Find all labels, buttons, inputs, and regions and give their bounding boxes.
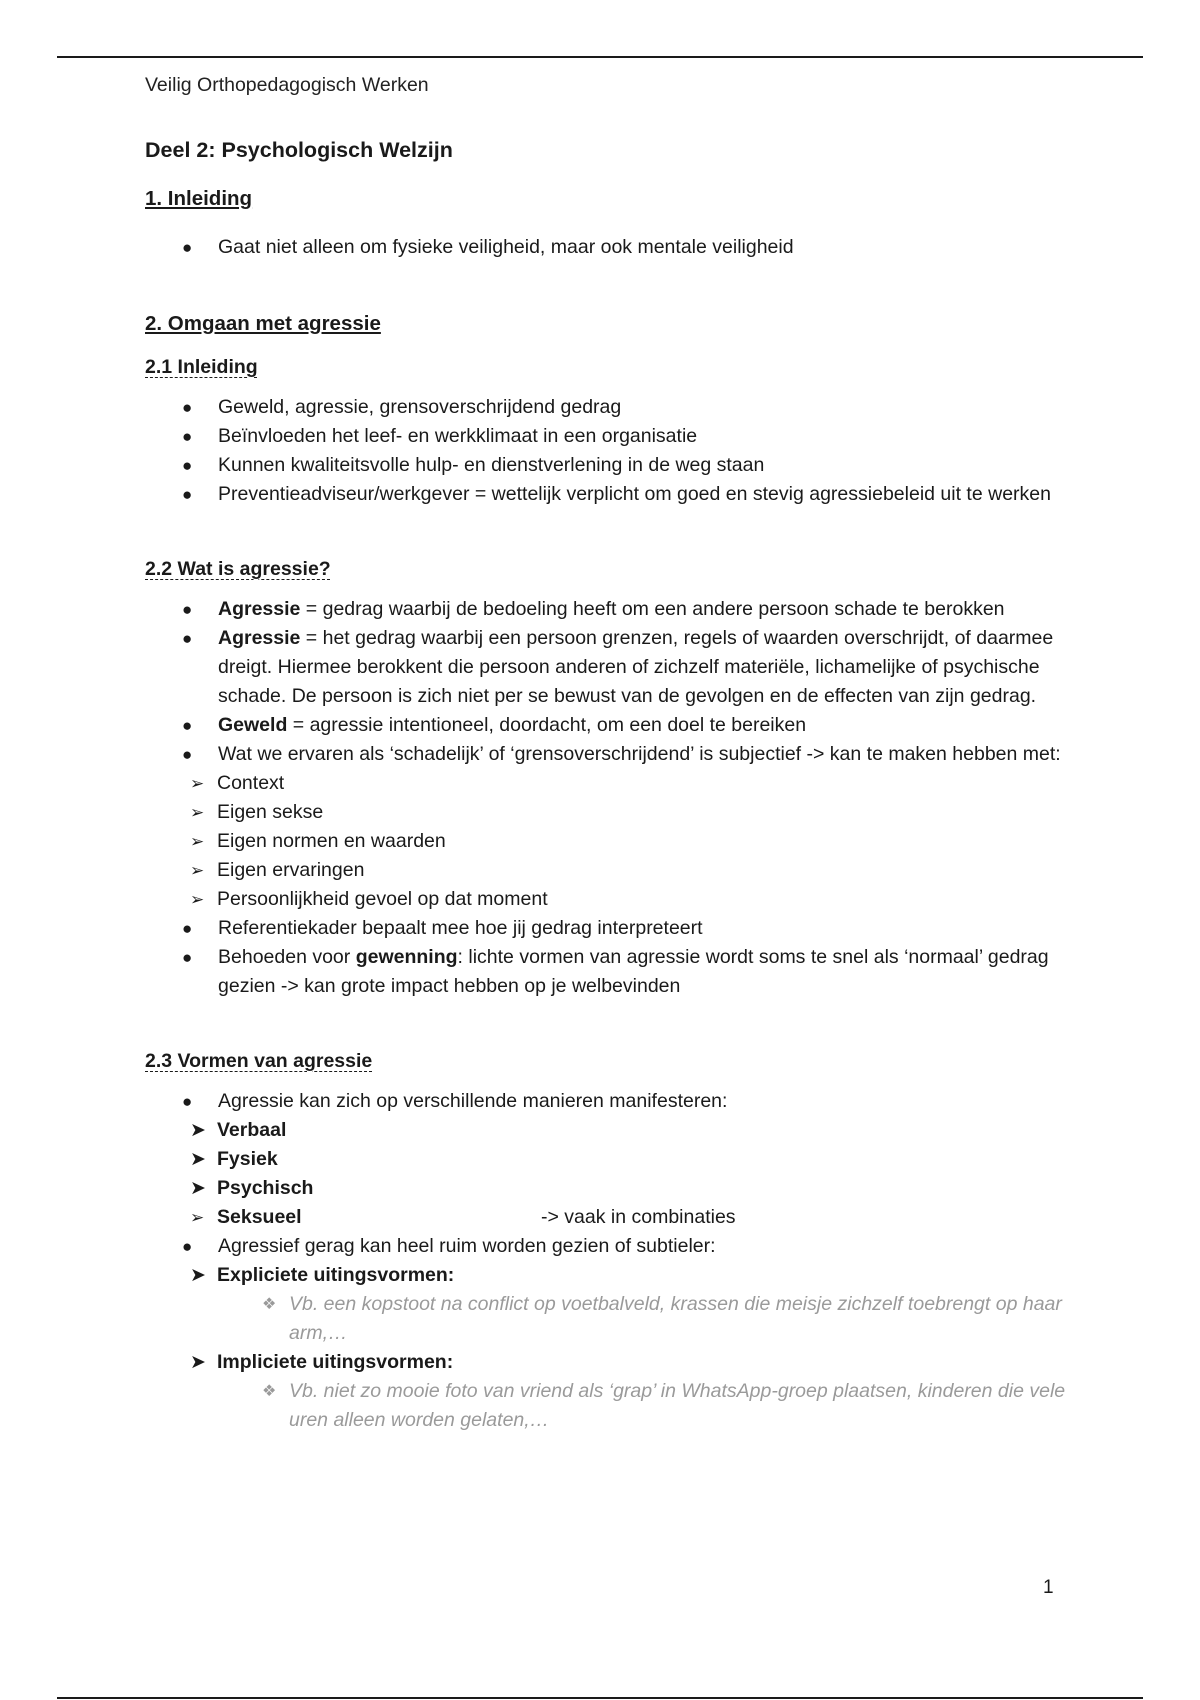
list-item: ● Beïnvloeden het leef- en werkklimaat in een organisatie <box>145 422 1075 451</box>
document-page <box>145 70 1075 1435</box>
bullet-icon: ● <box>182 427 193 446</box>
bullet-icon: ● <box>182 948 193 967</box>
list-item: ● Agressie = gedrag waarbij de bedoeling heeft om een andere persoon schade te berokken <box>145 595 1075 624</box>
list-item: ● Gaat niet alleen om fysieke veiligheid, maar ook mentale veiligheid <box>145 233 1075 262</box>
bottom-rule <box>57 1697 1143 1699</box>
diamond-bullet-icon: ❖ <box>262 1383 277 1400</box>
section-2-title: 2. Omgaan met agressie <box>145 312 381 335</box>
bullet-icon: ● <box>182 398 193 417</box>
bullet-icon: ● <box>182 629 193 648</box>
arrow-bullet-icon: ➢ <box>190 774 205 793</box>
example-list <box>217 1377 1075 1435</box>
list-item: ➤ Verbaal <box>145 1116 1075 1145</box>
list-item: ➢ Eigen normen en waarden <box>145 827 1075 856</box>
section-1-title: 1. Inleiding <box>145 187 253 210</box>
expression-list <box>145 1261 1075 1435</box>
list-item: ➤ Fysiek <box>145 1145 1075 1174</box>
arrow-bullet-icon: ➢ <box>190 803 205 822</box>
bullet-icon: ● <box>182 1092 193 1111</box>
section-2-3-list <box>145 1087 1075 1435</box>
term: Agressie <box>218 627 301 649</box>
section-2-2-list <box>145 595 1075 1001</box>
part-title: Deel 2: Psychologisch Welzijn <box>145 138 453 162</box>
list-item: ➢ Seksueel -> vaak in combinaties <box>145 1203 1075 1232</box>
arrow-bullet-icon: ➢ <box>190 890 205 909</box>
forms-list <box>145 1116 1075 1232</box>
list-item: ➢ Context <box>145 769 1075 798</box>
arrow-bullet-icon: ➢ <box>190 832 205 851</box>
arrow-bullet-icon: ➤ <box>190 1352 206 1373</box>
bullet-icon: ● <box>182 1237 193 1256</box>
bullet-icon: ● <box>182 456 193 475</box>
section-2-1-list <box>145 393 1075 509</box>
arrow-bullet-icon: ➢ <box>190 861 205 880</box>
term: Geweld <box>218 714 288 736</box>
diamond-bullet-icon: ❖ <box>262 1296 277 1313</box>
list-item: ● Agressie = het gedrag waarbij een persoon grenzen, regels of waarden overschrijdt, of daarmee dreigt. Hiermee berokkent die persoon anderen of zichzelf materiële, lichamelijke of psychische schade. De persoon is zich niet per se bewust van de gevolgen en de effecten van zijn gedrag. <box>145 624 1075 711</box>
bullet-icon: ● <box>182 485 193 504</box>
forms-note: -> vaak in combinaties <box>541 1206 736 1228</box>
example-list <box>217 1290 1075 1348</box>
list-item: ● Agressief gerag kan heel ruim worden gezien of subtieler: ➤ Expliciete uitingsvormen: ❖ Vb. een kopstoot na conflict op voetbalveld, krassen die meisje zichzelf toebrengt op haar arm,… ➤ Impliciete uitingsvormen: ❖ Vb. niet zo mooie foto van vriend als ‘grap’ in WhatsApp-groep plaatsen, kinderen die vele uren alleen worden gelaten,… <box>145 1232 1075 1435</box>
bullet-icon: ● <box>182 745 193 764</box>
arrow-bullet-icon: ➢ <box>190 1208 205 1227</box>
list-item: ● Geweld, agressie, grensoverschrijdend gedrag <box>145 393 1075 422</box>
section-2-3-title: 2.3 Vormen van agressie <box>145 1050 373 1072</box>
arrow-bullet-icon: ➤ <box>190 1265 206 1286</box>
bullet-icon: ● <box>182 919 193 938</box>
list-item: ● Geweld = agressie intentioneel, doordacht, om een doel te bereiken <box>145 711 1075 740</box>
top-rule <box>57 56 1143 58</box>
section-2-2-title: 2.2 Wat is agressie? <box>145 558 331 580</box>
bullet-icon: ● <box>182 238 193 257</box>
list-item: ● Kunnen kwaliteitsvolle hulp- en dienstverlening in de weg staan <box>145 451 1075 480</box>
example-item: ❖ Vb. een kopstoot na conflict op voetbalveld, krassen die meisje zichzelf toebrengt op haar arm,… <box>217 1290 1075 1348</box>
list-item: ➤ Psychisch <box>145 1174 1075 1203</box>
section-1-list <box>145 233 1075 262</box>
term: Agressie <box>218 598 301 620</box>
list-item: ➢ Persoonlijkheid gevoel op dat moment <box>145 885 1075 914</box>
arrow-bullet-icon: ➤ <box>190 1149 206 1170</box>
section-2-1-title: 2.1 Inleiding <box>145 356 258 378</box>
list-item: ● Preventieadviseur/werkgever = wettelijk verplicht om goed en stevig agressiebeleid uit te werken <box>145 480 1075 509</box>
arrow-bullet-icon: ➤ <box>190 1178 206 1199</box>
page-number: 1 <box>1043 1577 1054 1598</box>
list-item: ➤ Expliciete uitingsvormen: ❖ Vb. een kopstoot na conflict op voetbalveld, krassen die meisje zichzelf toebrengt op haar arm,… <box>145 1261 1075 1348</box>
list-item: ➢ Eigen ervaringen <box>145 856 1075 885</box>
list-item: ● Agressie kan zich op verschillende manieren manifesteren: ➤ Verbaal ➤ Fysiek ➤ Psychisch ➢ Seksueel -> vaak in combinaties <box>145 1087 1075 1232</box>
list-item: ➢ Eigen sekse <box>145 798 1075 827</box>
example-item: ❖ Vb. niet zo mooie foto van vriend als ‘grap’ in WhatsApp-groep plaatsen, kinderen die vele uren alleen worden gelaten,… <box>217 1377 1075 1435</box>
bullet-icon: ● <box>182 600 193 619</box>
factor-list <box>145 769 1075 914</box>
running-header: Veilig Orthopedagogisch Werken <box>145 74 429 96</box>
list-item: ● Behoeden voor gewenning: lichte vormen van agressie wordt soms te snel als ‘normaal’ gedrag gezien -> kan grote impact hebben op je welbevinden <box>145 943 1075 1001</box>
list-item: ● Referentiekader bepaalt mee hoe jij gedrag interpreteert <box>145 914 1075 943</box>
list-item: ➤ Impliciete uitingsvormen: ❖ Vb. niet zo mooie foto van vriend als ‘grap’ in WhatsApp-groep plaatsen, kinderen die vele uren alleen worden gelaten,… <box>145 1348 1075 1435</box>
list-item: ● Wat we ervaren als ‘schadelijk’ of ‘grensoverschrijdend’ is subjectief -> kan te maken hebben met: ➢ Context ➢ Eigen sekse ➢ Eigen normen en waarden ➢ Eigen ervaringen ➢ Persoonlijkheid gevoel op dat moment <box>145 740 1075 914</box>
bullet-icon: ● <box>182 716 193 735</box>
arrow-bullet-icon: ➤ <box>190 1120 206 1141</box>
term: gewenning <box>355 946 458 968</box>
